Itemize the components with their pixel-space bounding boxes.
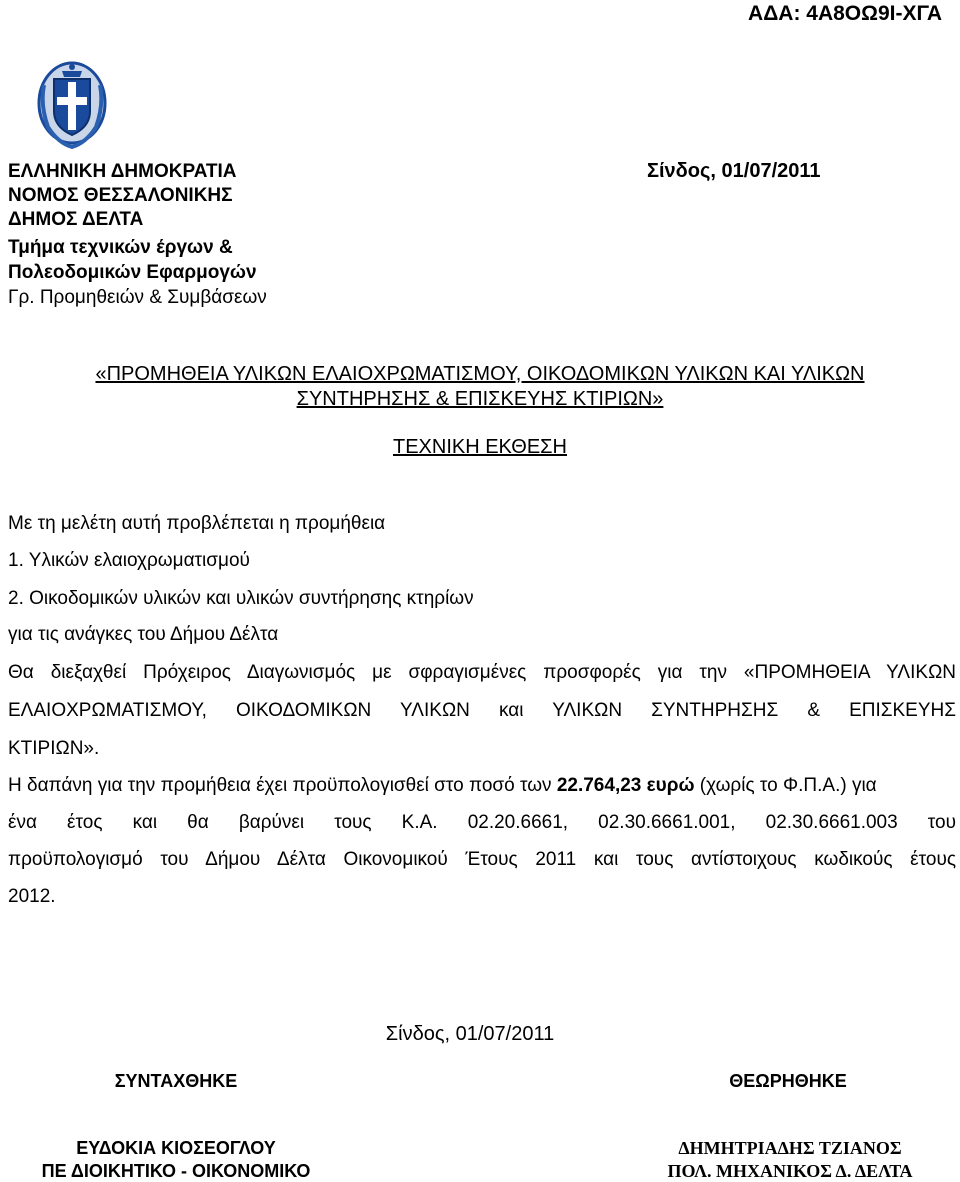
drafted-label: ΣΥΝΤΑΧΘΗΚΕ <box>114 1071 238 1091</box>
document-subtitle: ΤΕΧΝΙΚΗ ΕΚΘΕΣΗ <box>392 436 567 458</box>
ada-code: ΑΔΑ: 4Α8ΟΩ9Ι-ΧΓΑ <box>748 2 942 25</box>
header-republic: ΕΛΛΗΝΙΚΗ ΔΗΜΟΚΡΑΤΙΑ <box>8 161 237 182</box>
drafter-title: ΠΕ ΔΙΟΙΚΗΤΙΚΟ - ΟΙΚΟΝΟΜΙΚΟ <box>41 1161 311 1181</box>
header-department: Τμήμα τεχνικών έργων & <box>8 237 233 258</box>
approver-name: ΔΗΜΗΤΡΙΑΔΗΣ ΤΖΙΑΝΟΣ <box>678 1138 902 1158</box>
list-item: 2. Οικοδομικών υλικών και υλικών συντήρησης κτηρίων <box>8 588 474 609</box>
header-prefecture: ΝΟΜΟΣ ΘΕΣΣΑΛΟΝΙΚΗΣ <box>8 185 233 206</box>
paragraph-line: Θα διεξαχθεί Πρόχειρος Διαγωνισμός με σφραγισμένες προσφορές για την «ΠΡΟΜΗΘΕΙΑ ΥΛΙΚΩΝ <box>8 662 956 683</box>
paragraph-line: ένα έτος και θα βαρύνει τους Κ.Α. 02.20.6661, 02.30.6661.001, 02.30.6661.003 του <box>8 812 956 833</box>
closing-date: Σίνδος, 01/07/2011 <box>385 1023 555 1045</box>
greek-coat-of-arms-icon <box>36 55 108 151</box>
document-title-line1: «ΠΡΟΜΗΘΕΙΑ ΥΛΙΚΩΝ ΕΛΑΙΟΧΡΩΜΑΤΙΣΜΟΥ, ΟΙΚΟΔΟΜΙΚΩΝ ΥΛΙΚΩΝ ΚΑΙ ΥΛΙΚΩΝ <box>95 363 865 385</box>
paragraph-line: προϋπολογισμό του Δήμου Δέλτα Οικονομικού Έτους 2011 και τους αντίστοιχους κωδικούς έτους <box>8 849 956 870</box>
drafter-name: ΕΥΔΟΚΙΑ ΚΙΟΣΕΟΓΛΟΥ <box>76 1138 276 1158</box>
budget-line <box>8 775 877 797</box>
paragraph-line: ΚΤΙΡΙΩΝ». <box>8 738 100 759</box>
document-title-line2: ΣΥΝΤΗΡΗΣΗΣ & ΕΠΙΣΚΕΥΗΣ ΚΤΙΡΙΩΝ» <box>296 388 664 410</box>
intro-text: Με τη μελέτη αυτή προβλέπεται η προμήθεια <box>8 513 386 534</box>
approver-title: ΠΟΛ. ΜΗΧΑΝΙΚΟΣ Δ. ΔΕΛΤΑ <box>667 1161 913 1181</box>
purpose-text: για τις ανάγκες του Δήμου Δέλτα <box>8 624 279 645</box>
header-office: Γρ. Προμηθειών & Συμβάσεων <box>8 287 267 308</box>
approved-label: ΘΕΩΡΗΘΗΚΕ <box>729 1071 847 1091</box>
paragraph-line: ΕΛΑΙΟΧΡΩΜΑΤΙΣΜΟΥ, ΟΙΚΟΔΟΜΙΚΩΝ ΥΛΙΚΩΝ και ΥΛΙΚΩΝ ΣΥΝΤΗΡΗΣΗΣ & ΕΠΙΣΚΕΥΗΣ <box>8 700 956 721</box>
paragraph-line: 2012. <box>8 886 56 907</box>
budget-vat-note: (χωρίς το Φ.Π.Α.) για <box>694 775 877 796</box>
header-date: Σίνδος, 01/07/2011 <box>647 160 821 182</box>
header-municipality: ΔΗΜΟΣ ΔΕΛΤΑ <box>8 209 144 230</box>
budget-amount: 22.764,23 ευρώ <box>556 775 695 796</box>
header-department-cont: Πολεοδομικών Εφαρμογών <box>8 262 257 283</box>
list-item: 1. Υλικών ελαιοχρωματισμού <box>8 550 250 571</box>
budget-text: Η δαπάνη για την προμήθεια έχει προϋπολογισθεί στο ποσό των <box>8 775 557 796</box>
